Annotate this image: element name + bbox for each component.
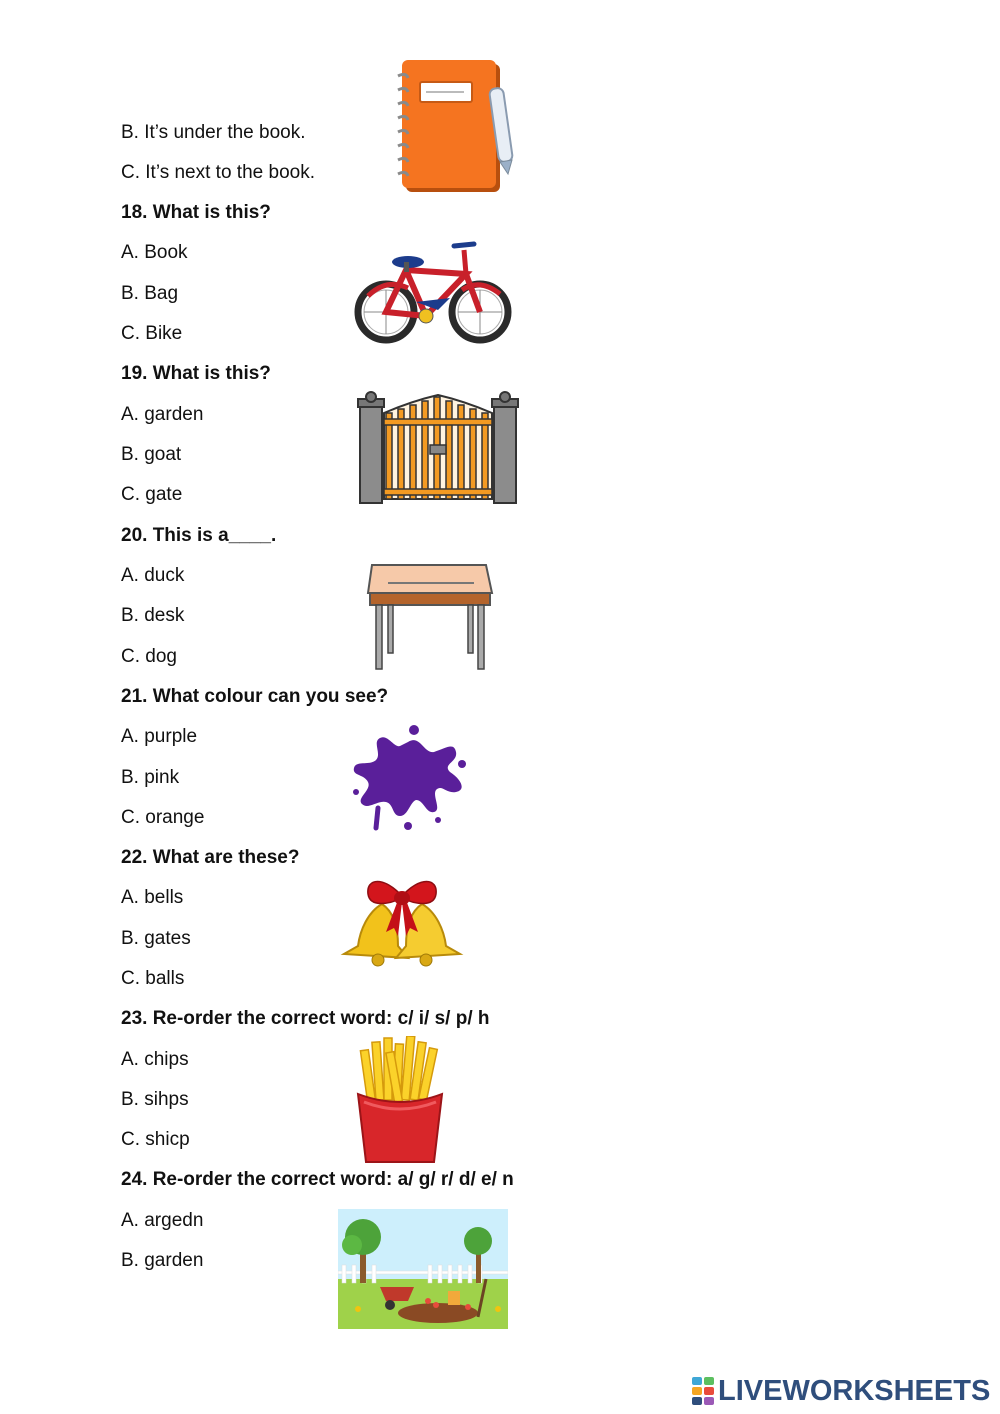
desk-illustration bbox=[364, 563, 496, 671]
gate-illustration bbox=[356, 391, 520, 507]
answer-option: C. Bike bbox=[121, 323, 183, 344]
answer-option: B. gates bbox=[121, 928, 191, 949]
answer-option: B. desk bbox=[121, 605, 185, 626]
liveworksheets-logo-text: LIVEWORKSHEETS bbox=[718, 1374, 991, 1407]
question-heading: 20. This is a____. bbox=[121, 525, 277, 546]
answer-option: A. Book bbox=[121, 242, 188, 263]
answer-option: B. pink bbox=[121, 767, 180, 788]
bells-with-red-bow-illustration bbox=[338, 874, 466, 972]
bike-illustration bbox=[354, 240, 512, 346]
answer-option: A. chips bbox=[121, 1049, 189, 1070]
answer-option: C. orange bbox=[121, 807, 205, 828]
answer-option: A. duck bbox=[121, 565, 185, 586]
question-heading: 19. What is this? bbox=[121, 363, 271, 384]
answer-option: A. argedn bbox=[121, 1210, 204, 1231]
chips-illustration bbox=[350, 1036, 450, 1164]
answer-option: A. bells bbox=[121, 887, 184, 908]
question-heading: 22. What are these? bbox=[121, 847, 300, 868]
question-heading: 18. What is this? bbox=[121, 202, 271, 223]
answer-option: C. dog bbox=[121, 646, 177, 667]
answer-option: B. goat bbox=[121, 444, 182, 465]
answer-option: C. gate bbox=[121, 484, 183, 505]
question-heading: 21. What colour can you see? bbox=[121, 686, 389, 707]
garden-illustration bbox=[338, 1209, 508, 1329]
answer-option: B. sihps bbox=[121, 1089, 189, 1110]
answer-option: B. Bag bbox=[121, 283, 179, 304]
question-heading: 23. Re-order the correct word: c/ i/ s/ p/ h bbox=[121, 1008, 490, 1029]
question-heading: 24. Re-order the correct word: a/ g/ r/ d/ e/ n bbox=[121, 1169, 514, 1190]
answer-option: B. garden bbox=[121, 1250, 204, 1271]
answer-option: B. It’s under the book. bbox=[121, 122, 306, 143]
answer-option: C. shicp bbox=[121, 1129, 190, 1150]
notebook-illustration bbox=[396, 58, 520, 196]
liveworksheets-logo bbox=[692, 1374, 992, 1408]
purple-paint-splash-illustration bbox=[350, 724, 468, 832]
answer-option: C. It’s next to the book. bbox=[121, 162, 315, 183]
answer-option: A. garden bbox=[121, 404, 204, 425]
answer-option: C. balls bbox=[121, 968, 185, 989]
answer-option: A. purple bbox=[121, 726, 198, 747]
liveworksheets-logo-icon bbox=[692, 1377, 714, 1405]
